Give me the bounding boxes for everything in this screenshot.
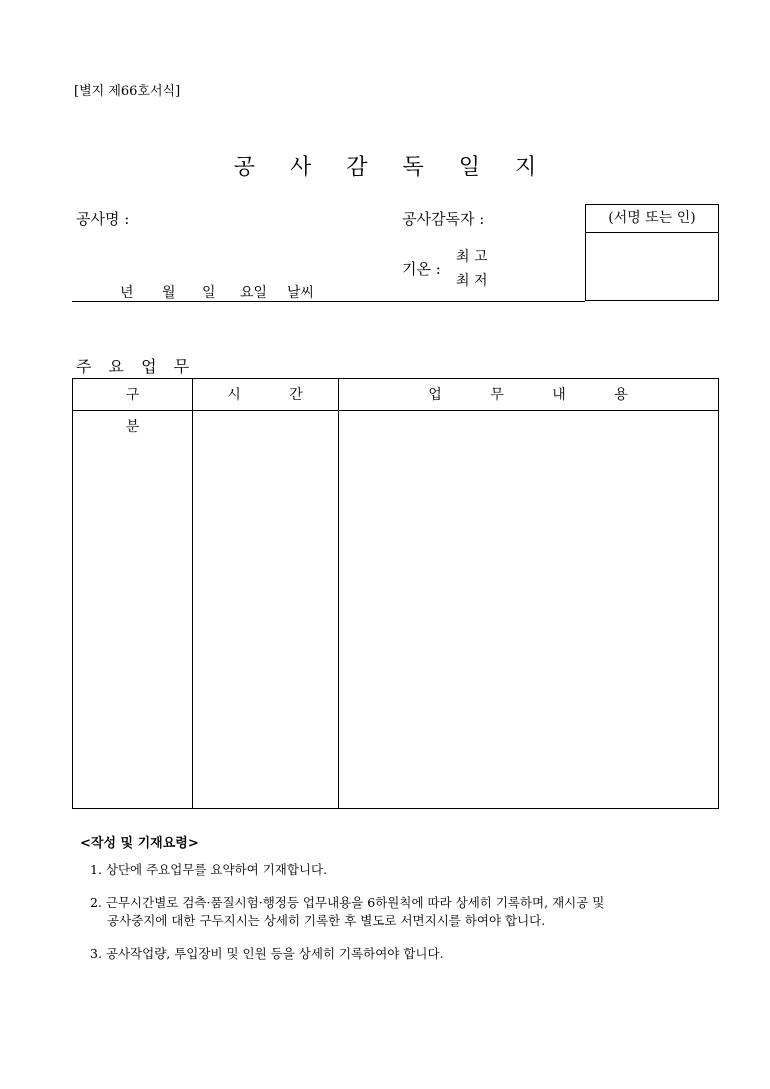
task-content-cell[interactable] — [339, 411, 718, 808]
instruction-item: 3. 공사작업량, 투입장비 및 인원 등을 상세히 기록하여야 합니다. — [90, 946, 444, 961]
date-month: 월 — [162, 285, 176, 301]
weather-label: 날씨 — [287, 285, 315, 301]
column-header-time: 시 간 — [227, 387, 325, 403]
instructions-title: <작성 및 기재요령> — [80, 836, 199, 851]
column-header-task-content: 업 무 내 용 — [428, 387, 650, 403]
date-year: 년 — [120, 285, 134, 301]
supervisor-label: 공사감독자 : — [402, 210, 485, 228]
project-name-label: 공사명 : — [76, 210, 130, 228]
instruction-item: 2. 근무시간별로 검측·품질시험·행정등 업무내용을 6하원칙에 따라 상세히 기록하며, 재시공 및 — [90, 895, 605, 910]
main-tasks-table — [72, 378, 719, 809]
temp-low-label: 최 저 — [456, 273, 488, 289]
column-header-category: 구 분 — [125, 387, 162, 435]
signature-box[interactable] — [585, 204, 719, 301]
time-cell[interactable] — [193, 411, 338, 808]
instruction-item: 1. 상단에 주요업무를 요약하여 기재합니다. — [90, 862, 328, 877]
main-tasks-title: 주 요 업 무 — [76, 357, 196, 376]
category-cell[interactable] — [73, 411, 192, 808]
header-divider — [72, 301, 585, 302]
form-number: [별지 제66호서식] — [74, 84, 181, 99]
signature-label: (서명 또는 인) — [586, 205, 718, 233]
temp-high-label: 최 고 — [456, 249, 488, 265]
date-day: 일 — [202, 285, 216, 301]
temperature-label: 기온 : — [402, 260, 441, 278]
date-weekday: 요일 — [240, 285, 268, 301]
instruction-item-continued: 공사중지에 대한 구두지시는 상세히 기록한 후 별도로 서면지시를 하여야 합니다. — [107, 913, 546, 928]
document-title: 공 사 감 독 일 지 — [233, 155, 551, 180]
